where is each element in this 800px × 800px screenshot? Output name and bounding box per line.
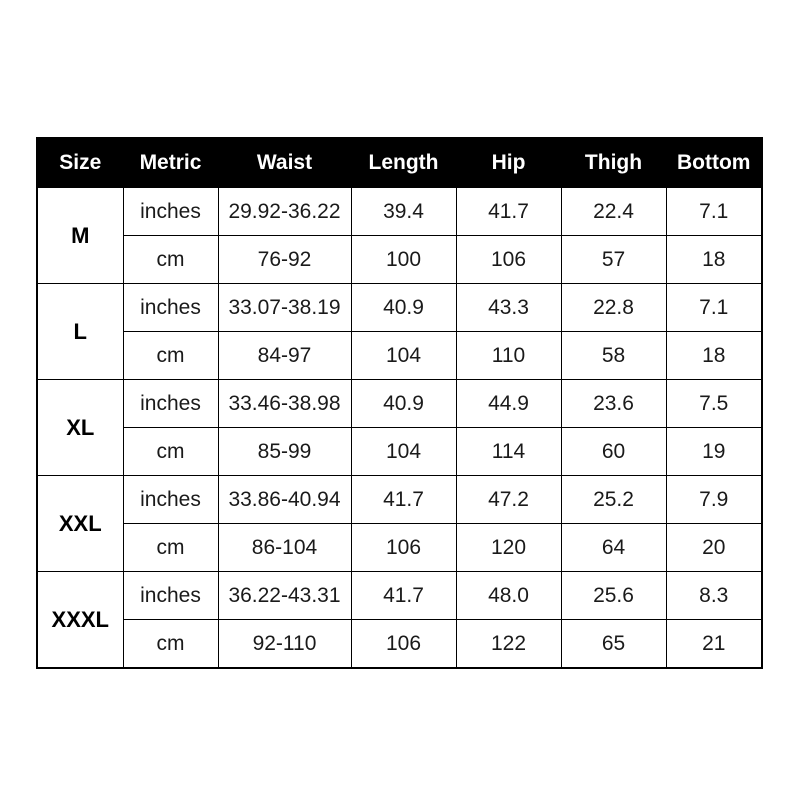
metric-cell: cm bbox=[123, 620, 218, 669]
length-cell: 41.7 bbox=[351, 572, 456, 620]
thigh-cell: 25.2 bbox=[561, 476, 666, 524]
metric-cell: cm bbox=[123, 236, 218, 284]
header-bottom: Bottom bbox=[666, 138, 762, 188]
header-length: Length bbox=[351, 138, 456, 188]
size-label: XXL bbox=[37, 476, 123, 572]
waist-cell: 29.92-36.22 bbox=[218, 188, 351, 236]
header-size: Size bbox=[37, 138, 123, 188]
table-row bbox=[37, 380, 762, 428]
metric-cell: inches bbox=[123, 476, 218, 524]
bottom-cell: 20 bbox=[666, 524, 762, 572]
thigh-cell: 60 bbox=[561, 428, 666, 476]
waist-cell: 85-99 bbox=[218, 428, 351, 476]
metric-cell: cm bbox=[123, 428, 218, 476]
metric-cell: inches bbox=[123, 284, 218, 332]
length-cell: 106 bbox=[351, 620, 456, 669]
waist-cell: 86-104 bbox=[218, 524, 351, 572]
table-row bbox=[37, 236, 762, 284]
bottom-cell: 7.9 bbox=[666, 476, 762, 524]
waist-cell: 36.22-43.31 bbox=[218, 572, 351, 620]
waist-cell: 33.46-38.98 bbox=[218, 380, 351, 428]
table-row bbox=[37, 188, 762, 236]
waist-cell: 33.07-38.19 bbox=[218, 284, 351, 332]
size-label: L bbox=[37, 284, 123, 380]
hip-cell: 122 bbox=[456, 620, 561, 669]
metric-cell: inches bbox=[123, 380, 218, 428]
header-hip: Hip bbox=[456, 138, 561, 188]
table-row bbox=[37, 332, 762, 380]
size-label: XL bbox=[37, 380, 123, 476]
bottom-cell: 7.1 bbox=[666, 284, 762, 332]
length-cell: 40.9 bbox=[351, 284, 456, 332]
hip-cell: 114 bbox=[456, 428, 561, 476]
bottom-cell: 21 bbox=[666, 620, 762, 669]
table-row bbox=[37, 284, 762, 332]
size-label: XXXL bbox=[37, 572, 123, 669]
table-header bbox=[37, 138, 762, 188]
hip-cell: 47.2 bbox=[456, 476, 561, 524]
bottom-cell: 18 bbox=[666, 332, 762, 380]
hip-cell: 120 bbox=[456, 524, 561, 572]
header-metric: Metric bbox=[123, 138, 218, 188]
thigh-cell: 57 bbox=[561, 236, 666, 284]
size-chart-table bbox=[36, 137, 763, 669]
waist-cell: 33.86-40.94 bbox=[218, 476, 351, 524]
thigh-cell: 58 bbox=[561, 332, 666, 380]
hip-cell: 41.7 bbox=[456, 188, 561, 236]
table-row bbox=[37, 428, 762, 476]
length-cell: 100 bbox=[351, 236, 456, 284]
bottom-cell: 19 bbox=[666, 428, 762, 476]
metric-cell: cm bbox=[123, 332, 218, 380]
table-body bbox=[37, 188, 762, 669]
thigh-cell: 65 bbox=[561, 620, 666, 669]
header-thigh: Thigh bbox=[561, 138, 666, 188]
size-label: M bbox=[37, 188, 123, 284]
header-waist: Waist bbox=[218, 138, 351, 188]
metric-cell: cm bbox=[123, 524, 218, 572]
thigh-cell: 22.8 bbox=[561, 284, 666, 332]
header-row bbox=[37, 138, 762, 188]
hip-cell: 48.0 bbox=[456, 572, 561, 620]
thigh-cell: 25.6 bbox=[561, 572, 666, 620]
bottom-cell: 7.1 bbox=[666, 188, 762, 236]
thigh-cell: 64 bbox=[561, 524, 666, 572]
table-row bbox=[37, 572, 762, 620]
length-cell: 40.9 bbox=[351, 380, 456, 428]
metric-cell: inches bbox=[123, 188, 218, 236]
metric-cell: inches bbox=[123, 572, 218, 620]
waist-cell: 76-92 bbox=[218, 236, 351, 284]
hip-cell: 43.3 bbox=[456, 284, 561, 332]
length-cell: 106 bbox=[351, 524, 456, 572]
bottom-cell: 8.3 bbox=[666, 572, 762, 620]
length-cell: 41.7 bbox=[351, 476, 456, 524]
thigh-cell: 23.6 bbox=[561, 380, 666, 428]
waist-cell: 84-97 bbox=[218, 332, 351, 380]
length-cell: 104 bbox=[351, 332, 456, 380]
waist-cell: 92-110 bbox=[218, 620, 351, 669]
hip-cell: 110 bbox=[456, 332, 561, 380]
bottom-cell: 7.5 bbox=[666, 380, 762, 428]
hip-cell: 44.9 bbox=[456, 380, 561, 428]
bottom-cell: 18 bbox=[666, 236, 762, 284]
thigh-cell: 22.4 bbox=[561, 188, 666, 236]
length-cell: 39.4 bbox=[351, 188, 456, 236]
table-row bbox=[37, 476, 762, 524]
table-row bbox=[37, 524, 762, 572]
table-row bbox=[37, 620, 762, 669]
hip-cell: 106 bbox=[456, 236, 561, 284]
length-cell: 104 bbox=[351, 428, 456, 476]
